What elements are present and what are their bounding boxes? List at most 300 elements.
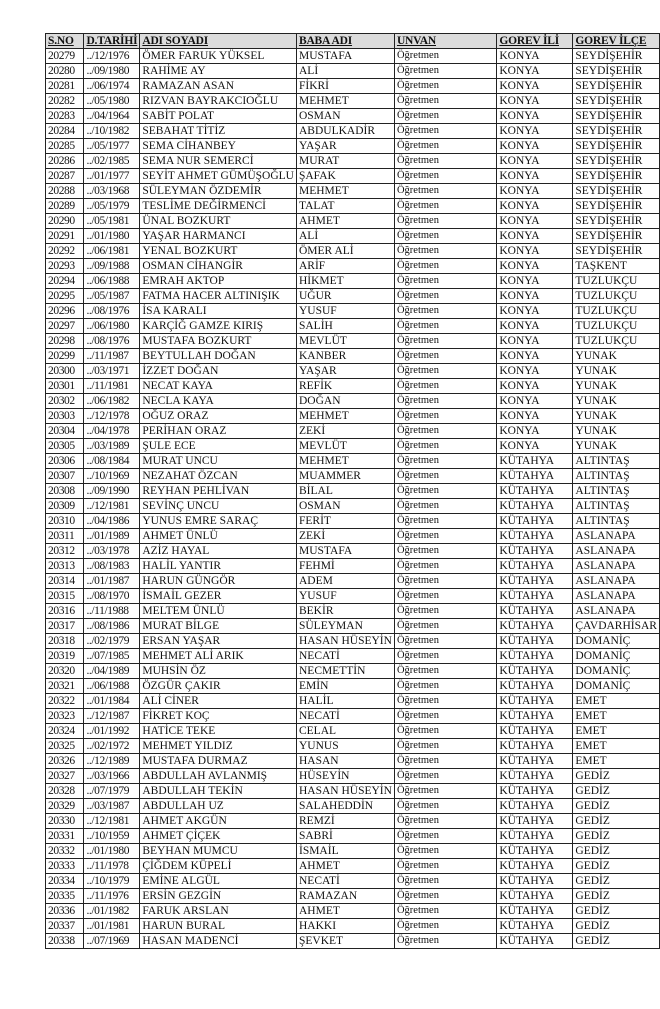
province-cell: KÜTAHYA xyxy=(497,634,573,649)
title-cell: Öğretmen xyxy=(394,799,496,814)
full-name-cell: MUSTAFA DURMAZ xyxy=(140,754,297,769)
title-cell: Öğretmen xyxy=(394,94,496,109)
district-cell: ALTINTAŞ xyxy=(573,484,660,499)
father-name-cell: NECATİ xyxy=(296,649,394,664)
full-name-cell: OĞUZ ORAZ xyxy=(140,409,297,424)
district-cell: YUNAK xyxy=(573,349,660,364)
table-row xyxy=(46,424,660,439)
father-name-cell: ARİF xyxy=(296,259,394,274)
title-cell: Öğretmen xyxy=(394,844,496,859)
table-row xyxy=(46,364,660,379)
full-name-cell: ALİ CİNER xyxy=(140,694,297,709)
birth-date-cell: ../06/1988 xyxy=(84,679,140,694)
sno-cell: 20337 xyxy=(46,919,84,934)
full-name-cell: ŞULE ECE xyxy=(140,439,297,454)
district-cell: ASLANAPA xyxy=(573,589,660,604)
title-cell: Öğretmen xyxy=(394,409,496,424)
title-cell: Öğretmen xyxy=(394,544,496,559)
birth-date-cell: ../09/1990 xyxy=(84,484,140,499)
table-row xyxy=(46,844,660,859)
sno-cell: 20299 xyxy=(46,349,84,364)
full-name-cell: FARUK ARSLAN xyxy=(140,904,297,919)
full-name-cell: HASAN MADENCİ xyxy=(140,934,297,949)
full-name-cell: OSMAN CİHANGİR xyxy=(140,259,297,274)
title-cell: Öğretmen xyxy=(394,904,496,919)
full-name-cell: SEYİT AHMET GÜMÜŞOĞLU xyxy=(140,169,297,184)
full-name-cell: ABDULLAH AVLANMIŞ xyxy=(140,769,297,784)
province-cell: KÜTAHYA xyxy=(497,754,573,769)
title-cell: Öğretmen xyxy=(394,154,496,169)
sno-cell: 20280 xyxy=(46,64,84,79)
sno-cell: 20285 xyxy=(46,139,84,154)
title-cell: Öğretmen xyxy=(394,574,496,589)
title-cell: Öğretmen xyxy=(394,214,496,229)
district-cell: GEDİZ xyxy=(573,934,660,949)
table-row xyxy=(46,109,660,124)
table-row xyxy=(46,544,660,559)
birth-date-cell: ../11/1976 xyxy=(84,889,140,904)
province-cell: KONYA xyxy=(497,364,573,379)
father-name-cell: SABRİ xyxy=(296,829,394,844)
district-cell: ASLANAPA xyxy=(573,544,660,559)
sno-cell: 20308 xyxy=(46,484,84,499)
sno-cell: 20318 xyxy=(46,634,84,649)
full-name-cell: FATMA HACER ALTINIŞIK xyxy=(140,289,297,304)
table-row xyxy=(46,139,660,154)
district-cell: ASLANAPA xyxy=(573,574,660,589)
father-name-cell: SALAHEDDİN xyxy=(296,799,394,814)
title-cell: Öğretmen xyxy=(394,589,496,604)
title-cell: Öğretmen xyxy=(394,334,496,349)
sno-cell: 20322 xyxy=(46,694,84,709)
district-cell: GEDİZ xyxy=(573,814,660,829)
father-name-cell: RAMAZAN xyxy=(296,889,394,904)
father-name-cell: MEHMET xyxy=(296,94,394,109)
district-cell: SEYDİŞEHİR xyxy=(573,184,660,199)
father-name-cell: HASAN HÜSEYİN xyxy=(296,784,394,799)
full-name-cell: İSA KARALI xyxy=(140,304,297,319)
father-name-cell: NECATİ xyxy=(296,874,394,889)
table-row xyxy=(46,154,660,169)
title-cell: Öğretmen xyxy=(394,169,496,184)
province-cell: KÜTAHYA xyxy=(497,904,573,919)
title-cell: Öğretmen xyxy=(394,604,496,619)
birth-date-cell: ../12/1978 xyxy=(84,409,140,424)
title-cell: Öğretmen xyxy=(394,754,496,769)
district-cell: EMET xyxy=(573,694,660,709)
title-cell: Öğretmen xyxy=(394,454,496,469)
district-cell: ÇAVDARHİSAR xyxy=(573,619,660,634)
district-cell: GEDİZ xyxy=(573,919,660,934)
table-row xyxy=(46,439,660,454)
sno-cell: 20287 xyxy=(46,169,84,184)
sno-cell: 20316 xyxy=(46,604,84,619)
province-cell: KONYA xyxy=(497,124,573,139)
father-name-cell: SALİH xyxy=(296,319,394,334)
district-cell: ALTINTAŞ xyxy=(573,469,660,484)
title-cell: Öğretmen xyxy=(394,184,496,199)
title-cell: Öğretmen xyxy=(394,874,496,889)
father-name-cell: ŞEVKET xyxy=(296,934,394,949)
full-name-cell: NEZAHAT ÖZCAN xyxy=(140,469,297,484)
full-name-cell: MEHMET ALİ ARIK xyxy=(140,649,297,664)
title-cell: Öğretmen xyxy=(394,649,496,664)
title-cell: Öğretmen xyxy=(394,379,496,394)
title-cell: Öğretmen xyxy=(394,559,496,574)
province-cell: KONYA xyxy=(497,94,573,109)
header-full-name: ADI SOYADI xyxy=(140,34,297,49)
birth-date-cell: ../07/1985 xyxy=(84,649,140,664)
birth-date-cell: ../05/1987 xyxy=(84,289,140,304)
sno-cell: 20331 xyxy=(46,829,84,844)
sno-cell: 20326 xyxy=(46,754,84,769)
father-name-cell: ALİ xyxy=(296,229,394,244)
sno-cell: 20311 xyxy=(46,529,84,544)
table-row xyxy=(46,79,660,94)
province-cell: KONYA xyxy=(497,214,573,229)
title-cell: Öğretmen xyxy=(394,499,496,514)
full-name-cell: SEMA CİHANBEY xyxy=(140,139,297,154)
father-name-cell: İSMAİL xyxy=(296,844,394,859)
province-cell: KÜTAHYA xyxy=(497,649,573,664)
full-name-cell: ERSAN YAŞAR xyxy=(140,634,297,649)
full-name-cell: BEYHAN MUMCU xyxy=(140,844,297,859)
birth-date-cell: ../10/1969 xyxy=(84,469,140,484)
district-cell: SEYDİŞEHİR xyxy=(573,49,660,64)
province-cell: KÜTAHYA xyxy=(497,604,573,619)
sno-cell: 20279 xyxy=(46,49,84,64)
province-cell: KÜTAHYA xyxy=(497,469,573,484)
sno-cell: 20297 xyxy=(46,319,84,334)
table-row xyxy=(46,769,660,784)
province-cell: KONYA xyxy=(497,289,573,304)
table-row xyxy=(46,514,660,529)
sno-cell: 20324 xyxy=(46,724,84,739)
district-cell: DOMANİÇ xyxy=(573,649,660,664)
father-name-cell: NECMETTİN xyxy=(296,664,394,679)
sno-cell: 20283 xyxy=(46,109,84,124)
father-name-cell: ZEKİ xyxy=(296,424,394,439)
father-name-cell: ALİ xyxy=(296,64,394,79)
father-name-cell: ZEKİ xyxy=(296,529,394,544)
province-cell: KÜTAHYA xyxy=(497,784,573,799)
father-name-cell: OSMAN xyxy=(296,499,394,514)
district-cell: TUZLUKÇU xyxy=(573,289,660,304)
table-row xyxy=(46,619,660,634)
full-name-cell: ÖMER FARUK YÜKSEL xyxy=(140,49,297,64)
title-cell: Öğretmen xyxy=(394,49,496,64)
sno-cell: 20313 xyxy=(46,559,84,574)
province-cell: KÜTAHYA xyxy=(497,589,573,604)
table-row xyxy=(46,694,660,709)
province-cell: KÜTAHYA xyxy=(497,724,573,739)
father-name-cell: HASAN xyxy=(296,754,394,769)
father-name-cell: REMZİ xyxy=(296,814,394,829)
sno-cell: 20333 xyxy=(46,859,84,874)
sno-cell: 20305 xyxy=(46,439,84,454)
father-name-cell: TALAT xyxy=(296,199,394,214)
birth-date-cell: ../12/1981 xyxy=(84,814,140,829)
full-name-cell: NECAT KAYA xyxy=(140,379,297,394)
title-cell: Öğretmen xyxy=(394,424,496,439)
sno-cell: 20295 xyxy=(46,289,84,304)
table-row xyxy=(46,604,660,619)
district-cell: YUNAK xyxy=(573,439,660,454)
birth-date-cell: ../12/1976 xyxy=(84,49,140,64)
birth-date-cell: ../11/1981 xyxy=(84,379,140,394)
province-cell: KONYA xyxy=(497,379,573,394)
full-name-cell: AHMET ÇİÇEK xyxy=(140,829,297,844)
sno-cell: 20300 xyxy=(46,364,84,379)
sno-cell: 20310 xyxy=(46,514,84,529)
province-cell: KÜTAHYA xyxy=(497,829,573,844)
father-name-cell: MEHMET xyxy=(296,184,394,199)
district-cell: GEDİZ xyxy=(573,889,660,904)
father-name-cell: AHMET xyxy=(296,214,394,229)
father-name-cell: MEHMET xyxy=(296,454,394,469)
title-cell: Öğretmen xyxy=(394,229,496,244)
birth-date-cell: ../05/1977 xyxy=(84,139,140,154)
table-row xyxy=(46,709,660,724)
province-cell: KÜTAHYA xyxy=(497,619,573,634)
district-cell: TUZLUKÇU xyxy=(573,319,660,334)
sno-cell: 20292 xyxy=(46,244,84,259)
sno-cell: 20293 xyxy=(46,259,84,274)
full-name-cell: MUSTAFA BOZKURT xyxy=(140,334,297,349)
district-cell: EMET xyxy=(573,724,660,739)
district-cell: YUNAK xyxy=(573,394,660,409)
sno-cell: 20290 xyxy=(46,214,84,229)
province-cell: KONYA xyxy=(497,409,573,424)
province-cell: KONYA xyxy=(497,64,573,79)
document-page xyxy=(45,33,660,949)
birth-date-cell: ../08/1984 xyxy=(84,454,140,469)
full-name-cell: MUHSİN ÖZ xyxy=(140,664,297,679)
province-cell: KONYA xyxy=(497,169,573,184)
full-name-cell: YENAL BOZKURT xyxy=(140,244,297,259)
father-name-cell: MUSTAFA xyxy=(296,49,394,64)
province-cell: KONYA xyxy=(497,154,573,169)
father-name-cell: HÜSEYİN xyxy=(296,769,394,784)
table-row xyxy=(46,244,660,259)
table-row xyxy=(46,739,660,754)
table-row xyxy=(46,634,660,649)
title-cell: Öğretmen xyxy=(394,694,496,709)
title-cell: Öğretmen xyxy=(394,79,496,94)
father-name-cell: ABDULKADİR xyxy=(296,124,394,139)
header-father-name: BABA ADI xyxy=(296,34,394,49)
table-row xyxy=(46,409,660,424)
province-cell: KÜTAHYA xyxy=(497,694,573,709)
father-name-cell: HALİL xyxy=(296,694,394,709)
district-cell: DOMANİÇ xyxy=(573,634,660,649)
province-cell: KONYA xyxy=(497,79,573,94)
table-row xyxy=(46,934,660,949)
full-name-cell: HATİCE TEKE xyxy=(140,724,297,739)
birth-date-cell: ../04/1989 xyxy=(84,664,140,679)
sno-cell: 20284 xyxy=(46,124,84,139)
table-row xyxy=(46,334,660,349)
father-name-cell: AHMET xyxy=(296,904,394,919)
sno-cell: 20302 xyxy=(46,394,84,409)
table-row xyxy=(46,469,660,484)
birth-date-cell: ../02/1979 xyxy=(84,634,140,649)
province-cell: KÜTAHYA xyxy=(497,709,573,724)
district-cell: SEYDİŞEHİR xyxy=(573,64,660,79)
full-name-cell: RAMAZAN ASAN xyxy=(140,79,297,94)
district-cell: ASLANAPA xyxy=(573,529,660,544)
table-row xyxy=(46,124,660,139)
father-name-cell: FİKRİ xyxy=(296,79,394,94)
full-name-cell: RAHİME AY xyxy=(140,64,297,79)
table-row xyxy=(46,379,660,394)
province-cell: KONYA xyxy=(497,424,573,439)
district-cell: DOMANİÇ xyxy=(573,679,660,694)
father-name-cell: CELAL xyxy=(296,724,394,739)
birth-date-cell: ../05/1980 xyxy=(84,94,140,109)
father-name-cell: YUSUF xyxy=(296,589,394,604)
full-name-cell: HARUN GÜNGÖR xyxy=(140,574,297,589)
full-name-cell: SEMA NUR SEMERCİ xyxy=(140,154,297,169)
birth-date-cell: ../08/1976 xyxy=(84,334,140,349)
district-cell: SEYDİŞEHİR xyxy=(573,124,660,139)
district-cell: TUZLUKÇU xyxy=(573,304,660,319)
table-row xyxy=(46,814,660,829)
title-cell: Öğretmen xyxy=(394,514,496,529)
father-name-cell: ŞAFAK xyxy=(296,169,394,184)
table-row xyxy=(46,64,660,79)
district-cell: YUNAK xyxy=(573,424,660,439)
district-cell: GEDİZ xyxy=(573,829,660,844)
birth-date-cell: ../01/1977 xyxy=(84,169,140,184)
birth-date-cell: ../06/1988 xyxy=(84,274,140,289)
sno-cell: 20323 xyxy=(46,709,84,724)
table-row xyxy=(46,649,660,664)
title-cell: Öğretmen xyxy=(394,289,496,304)
header-birth-date: D.TARİHİ xyxy=(84,34,140,49)
table-row xyxy=(46,259,660,274)
sno-cell: 20314 xyxy=(46,574,84,589)
sno-cell: 20327 xyxy=(46,769,84,784)
father-name-cell: BİLAL xyxy=(296,484,394,499)
full-name-cell: ÖZGÜR ÇAKIR xyxy=(140,679,297,694)
birth-date-cell: ../01/1989 xyxy=(84,529,140,544)
district-cell: SEYDİŞEHİR xyxy=(573,229,660,244)
province-cell: KÜTAHYA xyxy=(497,484,573,499)
district-cell: SEYDİŞEHİR xyxy=(573,244,660,259)
title-cell: Öğretmen xyxy=(394,724,496,739)
province-cell: KONYA xyxy=(497,274,573,289)
district-cell: TUZLUKÇU xyxy=(573,274,660,289)
title-cell: Öğretmen xyxy=(394,529,496,544)
title-cell: Öğretmen xyxy=(394,139,496,154)
province-cell: KÜTAHYA xyxy=(497,544,573,559)
title-cell: Öğretmen xyxy=(394,709,496,724)
table-row xyxy=(46,679,660,694)
table-row xyxy=(46,274,660,289)
title-cell: Öğretmen xyxy=(394,934,496,949)
province-cell: KÜTAHYA xyxy=(497,919,573,934)
full-name-cell: TESLİME DEĞİRMENCİ xyxy=(140,199,297,214)
sno-cell: 20330 xyxy=(46,814,84,829)
district-cell: GEDİZ xyxy=(573,799,660,814)
title-cell: Öğretmen xyxy=(394,364,496,379)
full-name-cell: KARÇİĞ GAMZE KIRIŞ xyxy=(140,319,297,334)
birth-date-cell: ../03/1966 xyxy=(84,769,140,784)
province-cell: KÜTAHYA xyxy=(497,454,573,469)
full-name-cell: ÜNAL BOZKURT xyxy=(140,214,297,229)
full-name-cell: EMRAH AKTOP xyxy=(140,274,297,289)
birth-date-cell: ../06/1982 xyxy=(84,394,140,409)
district-cell: SEYDİŞEHİR xyxy=(573,94,660,109)
sno-cell: 20315 xyxy=(46,589,84,604)
title-cell: Öğretmen xyxy=(394,304,496,319)
table-row xyxy=(46,559,660,574)
birth-date-cell: ../08/1983 xyxy=(84,559,140,574)
province-cell: KONYA xyxy=(497,199,573,214)
province-cell: KONYA xyxy=(497,49,573,64)
birth-date-cell: ../07/1979 xyxy=(84,784,140,799)
district-cell: SEYDİŞEHİR xyxy=(573,169,660,184)
full-name-cell: ÇİĞDEM KÜPELİ xyxy=(140,859,297,874)
father-name-cell: NECATİ xyxy=(296,709,394,724)
district-cell: EMET xyxy=(573,754,660,769)
birth-date-cell: ../10/1982 xyxy=(84,124,140,139)
personnel-table xyxy=(45,33,660,949)
district-cell: GEDİZ xyxy=(573,904,660,919)
province-cell: KÜTAHYA xyxy=(497,859,573,874)
district-cell: TAŞKENT xyxy=(573,259,660,274)
full-name-cell: SEBAHAT TİTİZ xyxy=(140,124,297,139)
full-name-cell: SABİT POLAT xyxy=(140,109,297,124)
sno-cell: 20334 xyxy=(46,874,84,889)
district-cell: GEDİZ xyxy=(573,769,660,784)
birth-date-cell: ../08/1970 xyxy=(84,589,140,604)
full-name-cell: EMİNE ALGÜL xyxy=(140,874,297,889)
sno-cell: 20307 xyxy=(46,469,84,484)
birth-date-cell: ../11/1978 xyxy=(84,859,140,874)
title-cell: Öğretmen xyxy=(394,394,496,409)
district-cell: SEYDİŞEHİR xyxy=(573,199,660,214)
table-row xyxy=(46,829,660,844)
title-cell: Öğretmen xyxy=(394,469,496,484)
district-cell: SEYDİŞEHİR xyxy=(573,154,660,169)
birth-date-cell: ../06/1980 xyxy=(84,319,140,334)
father-name-cell: REFİK xyxy=(296,379,394,394)
full-name-cell: FİKRET KOÇ xyxy=(140,709,297,724)
sno-cell: 20309 xyxy=(46,499,84,514)
sno-cell: 20281 xyxy=(46,79,84,94)
table-row xyxy=(46,289,660,304)
birth-date-cell: ../10/1979 xyxy=(84,874,140,889)
full-name-cell: PERİHAN ORAZ xyxy=(140,424,297,439)
sno-cell: 20296 xyxy=(46,304,84,319)
table-row xyxy=(46,229,660,244)
father-name-cell: ADEM xyxy=(296,574,394,589)
province-cell: KONYA xyxy=(497,109,573,124)
district-cell: SEYDİŞEHİR xyxy=(573,139,660,154)
table-row xyxy=(46,169,660,184)
full-name-cell: REYHAN PEHLİVAN xyxy=(140,484,297,499)
birth-date-cell: ../01/1984 xyxy=(84,694,140,709)
province-cell: KÜTAHYA xyxy=(497,739,573,754)
sno-cell: 20303 xyxy=(46,409,84,424)
table-row xyxy=(46,589,660,604)
title-cell: Öğretmen xyxy=(394,739,496,754)
province-cell: KÜTAHYA xyxy=(497,559,573,574)
title-cell: Öğretmen xyxy=(394,814,496,829)
title-cell: Öğretmen xyxy=(394,199,496,214)
